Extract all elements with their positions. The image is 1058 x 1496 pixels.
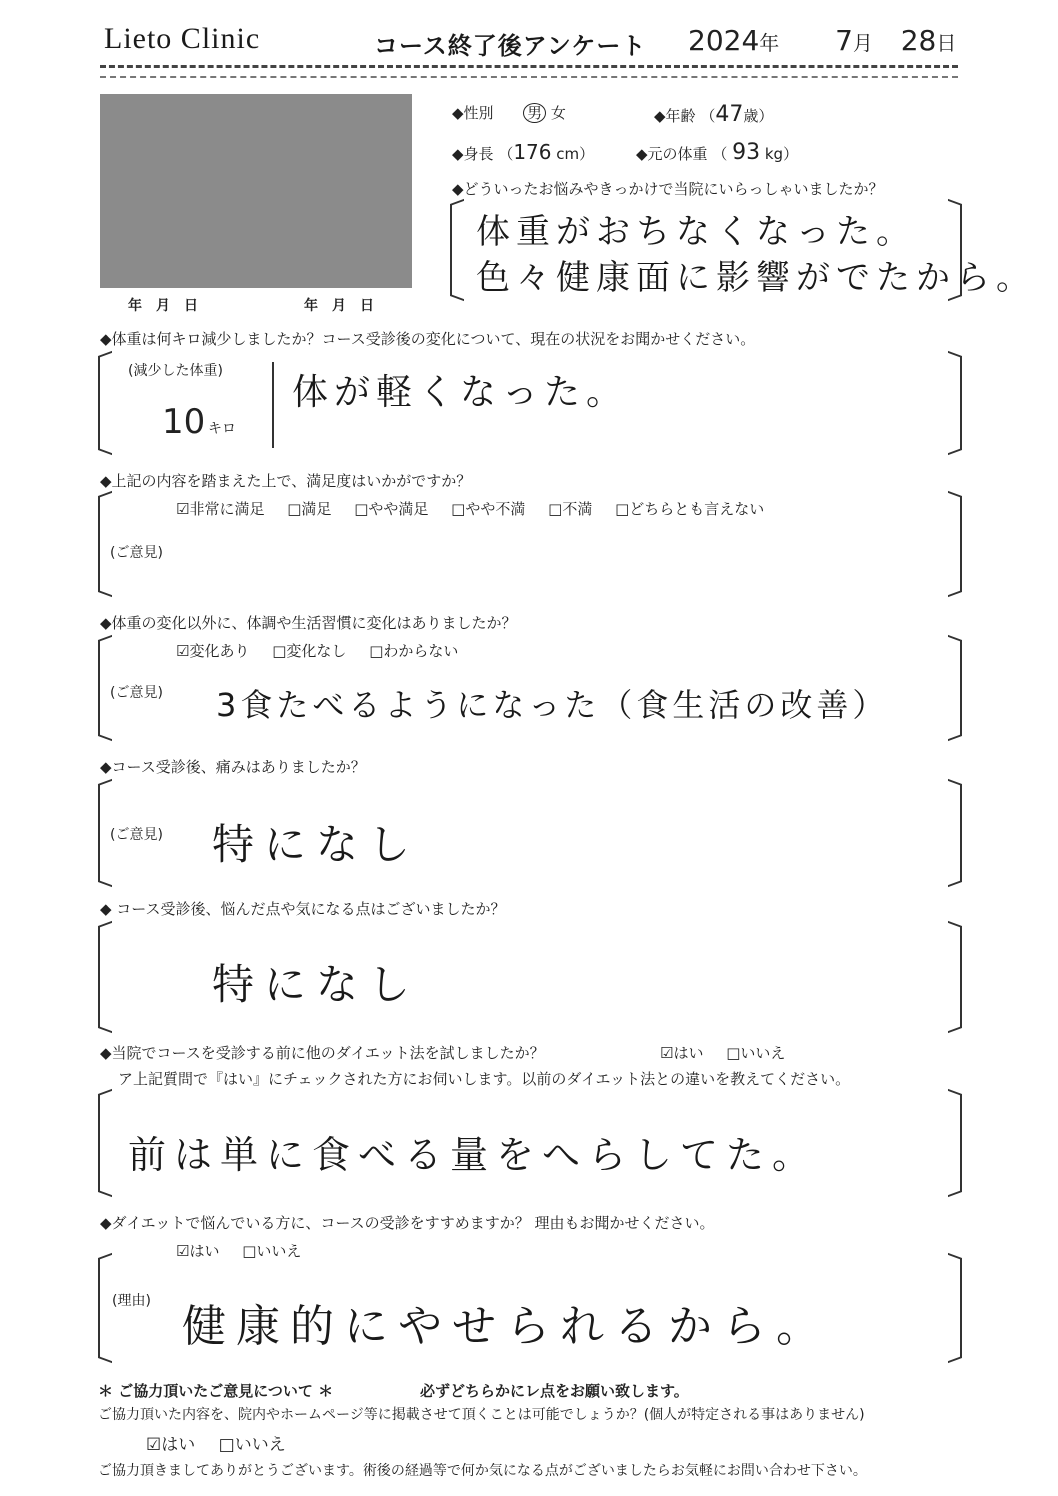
- photo-caption-before: 年 月 日: [128, 298, 198, 314]
- health-options: [176, 640, 476, 661]
- recommend-options: [176, 1240, 319, 1261]
- reason-answer-line1: 体重がおちなくなった。: [476, 212, 916, 252]
- form-title: コース終了後アンケート: [374, 32, 647, 60]
- health-option-changed[interactable]: ☑変化あり: [176, 642, 250, 660]
- satisfaction-option-dissatisfied[interactable]: □不満: [548, 500, 593, 518]
- weight-bracket-right: [946, 356, 962, 450]
- gender-female: 女: [550, 104, 566, 122]
- pain-opinion-label: (ご意見): [110, 827, 163, 843]
- height-field: ◆身長 （176 cm）: [452, 140, 595, 164]
- health-answer: 3食たべるようになった（食生活の改善）: [216, 686, 889, 724]
- other-diet-option-no[interactable]: □いいえ: [726, 1044, 786, 1062]
- recommend-reason-label: (理由): [112, 1293, 151, 1309]
- reduced-weight-value: 10: [162, 402, 206, 442]
- consent-option-yes[interactable]: ☑はい: [146, 1435, 196, 1455]
- footer-consent-options: [146, 1430, 304, 1455]
- weight-divider: [272, 362, 274, 448]
- height-value: 176: [513, 140, 552, 164]
- weight-answer: 体が軽くなった。: [292, 372, 629, 413]
- health-opinion-label: (ご意見): [110, 685, 163, 701]
- satisfaction-option-neutral[interactable]: □どちらとも言えない: [615, 500, 765, 518]
- weight-unit: kg: [764, 145, 784, 163]
- gender-label: ◆性別: [452, 104, 494, 122]
- gender-field: [452, 102, 566, 123]
- pain-question: ◆コース受診後、痛みはありましたか？: [100, 758, 366, 776]
- concern-bracket-right: [946, 926, 962, 1028]
- redacted-photo: [100, 94, 412, 288]
- recommend-option-no[interactable]: □いいえ: [242, 1242, 302, 1260]
- other-diet-answer: 前は単に食べる量をへらしてた。: [128, 1133, 819, 1177]
- concern-answer: 特になし: [212, 960, 421, 1009]
- other-diet-bracket-left: [98, 1094, 114, 1192]
- reason-answer-line2: 色々健康面に影響がでたから。: [476, 258, 1036, 298]
- weight-label: ◆元の体重: [636, 145, 708, 163]
- pain-bracket-right: [946, 784, 962, 882]
- other-diet-option-yes[interactable]: ☑はい: [660, 1044, 704, 1062]
- recommend-option-yes[interactable]: ☑はい: [176, 1242, 220, 1260]
- recommend-answer: 健康的にやせられるから。: [182, 1301, 830, 1352]
- header-divider-bottom: [100, 76, 958, 78]
- reduced-weight-label: (減少した体重): [128, 363, 223, 379]
- height-unit: cm: [556, 145, 580, 163]
- other-diet-followup: ア上記質問で『はい』にチェックされた方にお伺いします。以前のダイエット法との違いを教えてください。: [118, 1070, 851, 1088]
- date-month-unit: 月: [852, 31, 873, 55]
- gender-male-circled: 男: [523, 103, 546, 123]
- satisfaction-question: ◆上記の内容を踏まえた上で、満足度はいかがですか？: [100, 472, 472, 490]
- date-day-unit: 日: [936, 31, 957, 55]
- reason-question: ◆どういったお悩みやきっかけで当院にいらっしゃいましたか？: [452, 180, 884, 198]
- age-unit: 歳: [743, 107, 759, 125]
- satisfaction-options: [176, 498, 782, 519]
- reduced-weight-unit: キロ: [208, 421, 236, 437]
- footer-consent-question: ご協力頂いた内容を、院内やホームページ等に掲載させて頂くことは可能でしょうか？(個人が特定される事はありません): [98, 1407, 865, 1423]
- footer-instruction: 必ずどちらかにレ点をお願い致します。: [420, 1382, 689, 1400]
- other-diet-options: [660, 1042, 803, 1063]
- other-diet-bracket-right: [946, 1094, 962, 1192]
- weight-value: 93: [732, 140, 761, 165]
- date-year: 2024: [688, 24, 760, 57]
- satisfaction-opinion-label: (ご意見): [110, 545, 163, 561]
- footer-opinion-heading: ＊ ご協力頂いたご意見について ＊: [98, 1382, 334, 1400]
- reason-bracket-left: [450, 204, 466, 296]
- date-year-unit: 年: [759, 31, 780, 55]
- satisfaction-option-somewhat-dissatisfied[interactable]: □やや不満: [451, 500, 526, 518]
- height-label: ◆身長: [452, 145, 494, 163]
- age-label: ◆年齢: [654, 107, 696, 125]
- pain-answer: 特になし: [212, 820, 421, 869]
- recommend-bracket-right: [946, 1258, 962, 1358]
- date-day: 28: [900, 24, 937, 57]
- concern-bracket-left: [98, 926, 114, 1028]
- consent-option-no[interactable]: □いいえ: [218, 1435, 286, 1455]
- concern-question: ◆ コース受診後、悩んだ点や気になる点はございましたか？: [100, 900, 506, 918]
- footer-thanks: ご協力頂きましてありがとうございます。術後の経過等で何か気になる点がございましたらお気軽にお問い合わせ下さい。: [98, 1463, 867, 1479]
- form-date: [688, 24, 956, 57]
- weight-field: ◆元の体重 （ 93 kg）: [636, 140, 799, 165]
- satisfaction-option-very-satisfied[interactable]: ☑非常に満足: [176, 500, 265, 518]
- satisfaction-option-somewhat-satisfied[interactable]: □やや満足: [354, 500, 429, 518]
- date-month: 7: [835, 24, 853, 57]
- recommend-question: ◆ダイエットで悩んでいる方に、コースの受診をすすめますか？ 理由もお聞かせください。: [100, 1214, 715, 1232]
- age-field: ◆年齢 （47歳）: [654, 102, 774, 127]
- health-bracket-right: [946, 640, 962, 736]
- weight-bracket-left: [98, 356, 114, 450]
- satisfaction-option-satisfied[interactable]: □満足: [287, 500, 332, 518]
- clinic-name: Lieto Clinic: [104, 22, 261, 55]
- photo-caption-after: 年 月 日: [304, 298, 374, 314]
- satisfaction-bracket-right: [946, 496, 962, 592]
- age-value: 47: [715, 102, 744, 127]
- health-option-unknown[interactable]: □わからない: [369, 642, 459, 660]
- other-diet-question: ◆当院でコースを受診する前に他のダイエット法を試しましたか？: [100, 1044, 545, 1062]
- health-question: ◆体重の変化以外に、体調や生活習慣に変化はありましたか？: [100, 614, 517, 632]
- health-option-no-change[interactable]: □変化なし: [272, 642, 347, 660]
- header-divider-top: [100, 65, 958, 68]
- weight-question: ◆体重は何キロ減少しましたか？コース受診後の変化について、現在の状況をお聞かせください。: [100, 330, 756, 348]
